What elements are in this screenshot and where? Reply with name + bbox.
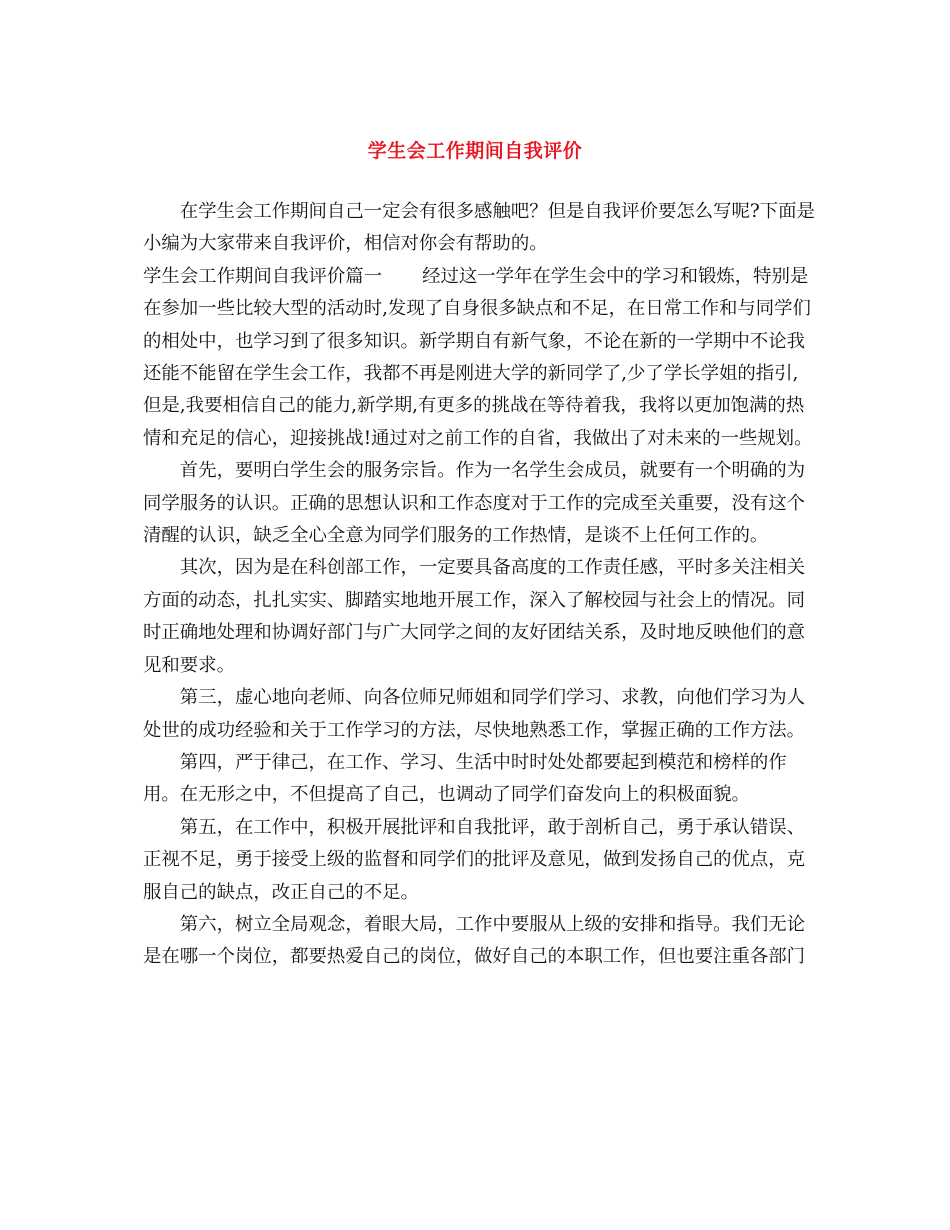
document-title: 学生会工作期间自我评价 [367, 140, 583, 162]
section-heading: 学生会工作期间自我评价篇一 [143, 265, 383, 287]
paragraph-2: 其次，因为是在科创部工作，一定要具备高度的工作责任感，平时多关注相关方面的动态，扎扎实实、脚踏实地地开展工作，深入了解校园与社会上的情况。同时正确地处理和协调好部门与广大同学之间的友好团结关系，及时地反映他们的意见和要求。 [143, 557, 806, 676]
section-text: 经过这一学年在学生会中的学习和锻炼，特别是在参加一些比较大型的活动时,发现了自身很多缺点和不足，在日常工作和与同学们的相处中，也学习到了很多知识。新学期自有新气象，不论在新的一学期中不论我还能不能留在学生会工作，我都不再是刚进大学的新同学了,少了学长学姐的指引,但是,我要相信自己的能力,新学期,有更多的挑战在等待着我，我将以更加饱满的热情和充足的信心，迎接挑战!通过对之前工作的自省，我做出了对未来的一些规划。 [143, 265, 813, 449]
intro-paragraph: 在学生会工作期间自己一定会有很多感触吧？但是自我评价要怎么写呢?下面是小编为大家带来自我评价，相信对你会有帮助的。 [143, 201, 815, 255]
paragraph-3: 第三，虚心地向老师、向各位师兄师姐和同学们学习、求教，向他们学习为人处世的成功经验和关于工作学习的方法，尽快地熟悉工作，掌握正确的工作方法。 [143, 687, 806, 741]
paragraph-1: 首先，要明白学生会的服务宗旨。作为一名学生会成员，就要有一个明确的为同学服务的认识。正确的思想认识和工作态度对于工作的完成至关重要，没有这个清醒的认识，缺乏全心全意为同学们服务的工作热情，是谈不上任何工作的。 [143, 460, 806, 547]
paragraph-6: 第六，树立全局观念，着眼大局，工作中要服从上级的安排和指导。我们无论是在哪一个岗位，都要热爱自己的岗位，做好自己的本职工作，但也要注重各部门 [143, 913, 806, 968]
document-body [143, 196, 815, 974]
paragraph-4: 第四，严于律己，在工作、学习、生活中时时处处都要起到模范和榜样的作用。在无形之中，不但提高了自己，也调动了同学们奋发向上的积极面貌。 [143, 751, 787, 806]
paragraph-5: 第五，在工作中，积极开展批评和自我批评，敢于剖析自己，勇于承认错误、正视不足，勇于接受上级的监督和同学们的批评及意见，做到发扬自己的优点，克服自己的缺点，改正自己的不足。 [143, 816, 806, 903]
section-paragraph [143, 261, 815, 455]
